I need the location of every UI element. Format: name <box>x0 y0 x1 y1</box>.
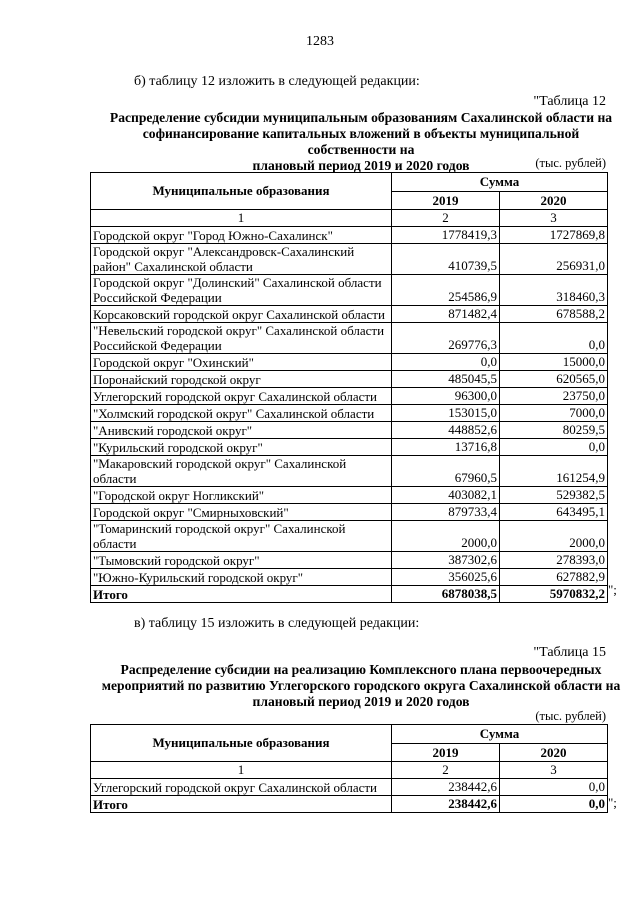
row-value-2020: 80259,5 <box>500 422 608 439</box>
total-value-2019: 238442,6 <box>392 796 500 813</box>
table-row <box>91 388 608 405</box>
page-number: 1283 <box>306 34 334 49</box>
row-name: "Тымовский городской округ" <box>91 552 392 569</box>
row-value-2019: 485045,5 <box>392 371 500 388</box>
table15-title <box>100 662 622 710</box>
table12-header-name: Муниципальные образования <box>91 173 392 210</box>
row-value-2019: 403082,1 <box>392 487 500 504</box>
table-row <box>91 779 608 796</box>
table-row <box>91 456 608 487</box>
table15-colnum-1: 1 <box>91 762 392 779</box>
table15-header-sum: Сумма <box>392 725 608 744</box>
row-value-2019: 356025,6 <box>392 569 500 586</box>
row-name: Городской округ "Охинский" <box>91 354 392 371</box>
row-value-2019: 67960,5 <box>392 456 500 487</box>
row-name: "Холмский городской округ" Сахалинской области <box>91 405 392 422</box>
total-label: Итого <box>91 586 392 603</box>
row-name: "Городской округ Ногликский" <box>91 487 392 504</box>
table12-closing: "; <box>608 582 617 597</box>
row-name: Городской округ "Город Южно-Сахалинск" <box>91 227 392 244</box>
table-row <box>91 552 608 569</box>
table-row <box>91 244 608 275</box>
table15-title-line-2: мероприятий по развитию Углегорского городского округа Сахалинской области на <box>101 678 621 693</box>
table-row <box>91 487 608 504</box>
row-value-2019: 0,0 <box>392 354 500 371</box>
table12-title-line-1: Распределение субсидии муниципальным образованиям Сахалинской области на <box>109 110 613 125</box>
table15-title-line-1: Распределение субсидии на реализацию Комплексного плана первоочередных <box>120 662 602 677</box>
table-row <box>91 371 608 388</box>
table12-header-2019: 2019 <box>392 192 500 210</box>
row-value-2020: 1727869,8 <box>500 227 608 244</box>
row-value-2019: 871482,4 <box>392 306 500 323</box>
row-name: "Томаринский городской округ" Сахалинской области <box>91 521 392 552</box>
row-name: Городской округ "Александровск-Сахалинский район" Сахалинской области <box>91 244 392 275</box>
row-value-2019: 254586,9 <box>392 275 500 306</box>
instruction-b: б) таблицу 12 изложить в следующей редакции: <box>134 74 420 89</box>
row-value-2020: 627882,9 <box>500 569 608 586</box>
table12-colnum-1: 1 <box>91 210 392 227</box>
table12-colnum-2: 2 <box>392 210 500 227</box>
table-row <box>91 422 608 439</box>
total-label: Итого <box>91 796 392 813</box>
total-value-2020: 5970832,2 <box>500 586 608 603</box>
row-value-2020: 529382,5 <box>500 487 608 504</box>
table15-colnum-3: 3 <box>500 762 608 779</box>
table-row <box>91 306 608 323</box>
row-value-2020: 23750,0 <box>500 388 608 405</box>
table15-colnum-2: 2 <box>392 762 500 779</box>
table12-units: (тыс. рублей) <box>535 156 606 170</box>
table12 <box>90 172 608 603</box>
row-value-2019: 2000,0 <box>392 521 500 552</box>
table12-title-line-3: плановый период 2019 и 2020 годов <box>252 158 470 173</box>
table12-title-line-2: софинансирование капитальных вложений в объекты муниципальной собственности на <box>142 126 580 157</box>
row-name: Углегорский городской округ Сахалинской области <box>91 779 392 796</box>
table-row <box>91 405 608 422</box>
table15-header-2019: 2019 <box>392 744 500 762</box>
row-value-2019: 448852,6 <box>392 422 500 439</box>
table15-closing: "; <box>608 795 617 810</box>
row-name: Углегорский городской округ Сахалинской области <box>91 388 392 405</box>
row-value-2020: 678588,2 <box>500 306 608 323</box>
total-row <box>91 796 608 813</box>
table15-title-line-3: плановый период 2019 и 2020 годов <box>252 694 470 709</box>
row-value-2019: 879733,4 <box>392 504 500 521</box>
row-value-2020: 256931,0 <box>500 244 608 275</box>
row-value-2019: 13716,8 <box>392 439 500 456</box>
row-value-2019: 269776,3 <box>392 323 500 354</box>
table12-ref: "Таблица 12 <box>533 94 606 109</box>
total-value-2019: 6878038,5 <box>392 586 500 603</box>
row-name: "Южно-Курильский городской округ" <box>91 569 392 586</box>
table-row <box>91 439 608 456</box>
total-value-2020: 0,0 <box>500 796 608 813</box>
row-value-2019: 1778419,3 <box>392 227 500 244</box>
table15-ref: "Таблица 15 <box>533 645 606 660</box>
row-value-2020: 643495,1 <box>500 504 608 521</box>
row-name: "Курильский городской округ" <box>91 439 392 456</box>
row-name: Поронайский городской округ <box>91 371 392 388</box>
row-name: Городской округ "Долинский" Сахалинской области Российской Федерации <box>91 275 392 306</box>
table-row <box>91 323 608 354</box>
row-value-2020: 15000,0 <box>500 354 608 371</box>
row-value-2020: 0,0 <box>500 439 608 456</box>
row-value-2019: 96300,0 <box>392 388 500 405</box>
row-name: "Макаровский городской округ" Сахалинской области <box>91 456 392 487</box>
row-value-2020: 2000,0 <box>500 521 608 552</box>
table-row <box>91 227 608 244</box>
row-value-2020: 161254,9 <box>500 456 608 487</box>
table12-header-sum: Сумма <box>392 173 608 192</box>
row-name: "Невельский городской округ" Сахалинской области Российской Федерации <box>91 323 392 354</box>
table-row <box>91 569 608 586</box>
table-row <box>91 354 608 371</box>
table-row <box>91 521 608 552</box>
table-row <box>91 275 608 306</box>
table12-header-2020: 2020 <box>500 192 608 210</box>
row-value-2020: 620565,0 <box>500 371 608 388</box>
table12-colnum-3: 3 <box>500 210 608 227</box>
row-value-2019: 410739,5 <box>392 244 500 275</box>
total-row <box>91 586 608 603</box>
row-value-2020: 0,0 <box>500 323 608 354</box>
table15-units: (тыс. рублей) <box>535 709 606 723</box>
table-row <box>91 504 608 521</box>
table15-header-2020: 2020 <box>500 744 608 762</box>
row-name: "Анивский городской округ" <box>91 422 392 439</box>
row-value-2020: 318460,3 <box>500 275 608 306</box>
instruction-c: в) таблицу 15 изложить в следующей редакции: <box>134 616 420 631</box>
row-value-2020: 7000,0 <box>500 405 608 422</box>
row-value-2019: 153015,0 <box>392 405 500 422</box>
table15 <box>90 724 608 813</box>
row-name: Корсаковский городской округ Сахалинской области <box>91 306 392 323</box>
row-value-2019: 387302,6 <box>392 552 500 569</box>
row-value-2020: 0,0 <box>500 779 608 796</box>
row-value-2019: 238442,6 <box>392 779 500 796</box>
table15-header-name: Муниципальные образования <box>91 725 392 762</box>
row-name: Городской округ "Смирныховский" <box>91 504 392 521</box>
row-value-2020: 278393,0 <box>500 552 608 569</box>
